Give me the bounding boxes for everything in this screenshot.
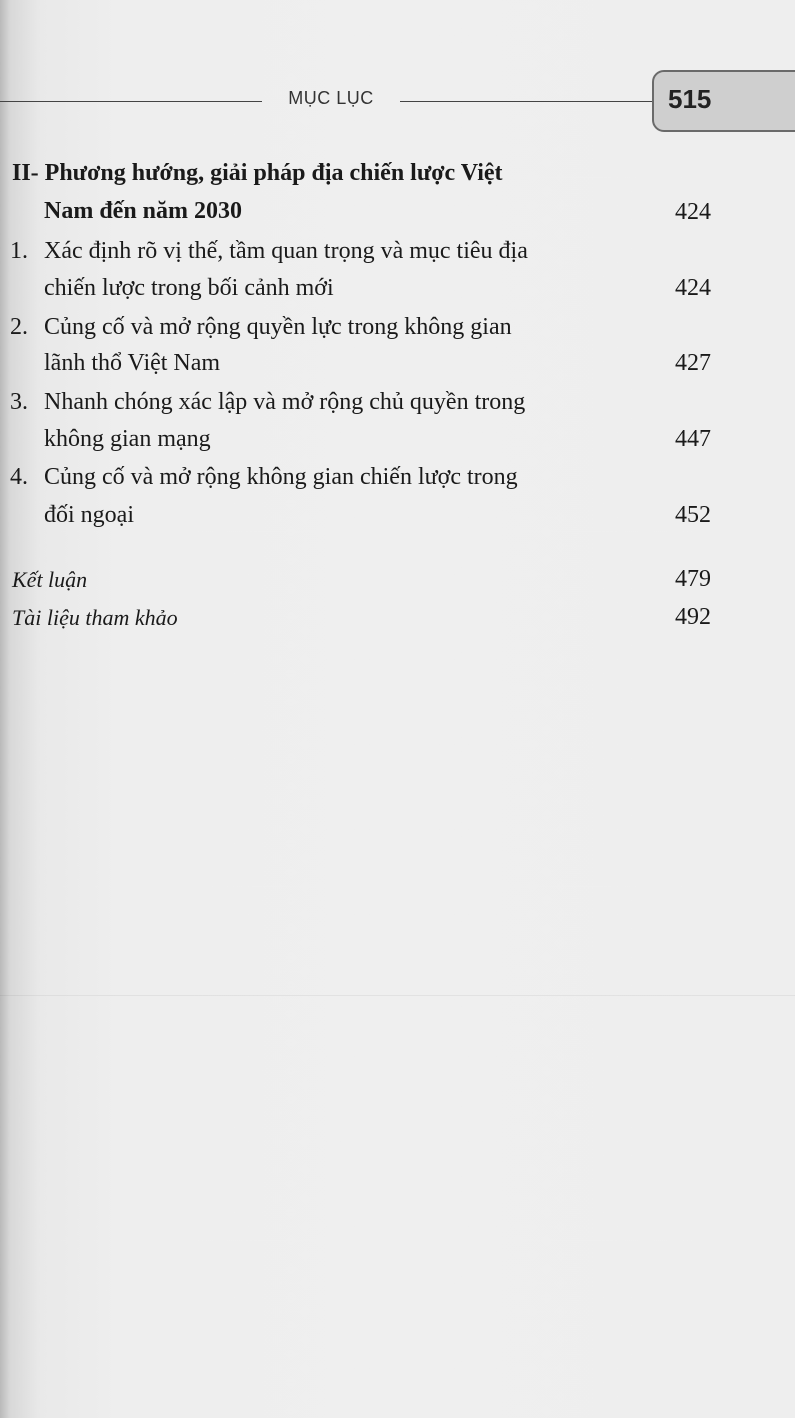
toc-entry-page: 447 [675, 426, 711, 452]
toc-entry-title-line2: đối ngoại [44, 502, 134, 528]
toc-section-title-line2: Nam đến năm 2030 [44, 198, 243, 224]
toc-references-label: Tài liệu tham khảo [12, 605, 178, 630]
running-title: MỤC LỤC [288, 88, 374, 108]
toc-entry-page: 452 [675, 502, 711, 528]
toc-section-title-line1: II- Phương hướng, giải pháp địa chiến lược Việt [12, 160, 503, 186]
toc-entry-title-line1: Củng cố và mở rộng quyền lực trong không gian [44, 314, 512, 340]
toc-entry-title-line2: lãnh thổ Việt Nam [44, 350, 221, 376]
toc-section-page: 424 [675, 199, 711, 225]
toc-entry-page: 427 [675, 350, 711, 376]
toc-entry-title-line1: Nhanh chóng xác lập và mở rộng chủ quyền trong [44, 389, 526, 415]
toc-conclusion-page: 479 [675, 566, 711, 592]
toc-entry-page: 424 [675, 275, 711, 301]
toc-entry-title-line2: không gian mạng [44, 426, 211, 452]
toc-entry-title-line2: chiến lược trong bối cảnh mới [44, 275, 334, 301]
toc-conclusion-label: Kết luận [12, 567, 88, 592]
toc-entry-number: 1. [10, 238, 28, 264]
toc-entry-title-line1: Củng cố và mở rộng không gian chiến lược trong [44, 464, 518, 490]
toc-entry-number: 2. [10, 314, 28, 340]
toc-entry-title-line1: Xác định rõ vị thế, tầm quan trọng và mục tiêu địa [44, 238, 528, 264]
toc-entry-number: 3. [10, 389, 28, 415]
page-number: 515 [668, 84, 712, 114]
toc-entry-number: 4. [10, 464, 28, 490]
toc-references-page: 492 [675, 604, 711, 630]
